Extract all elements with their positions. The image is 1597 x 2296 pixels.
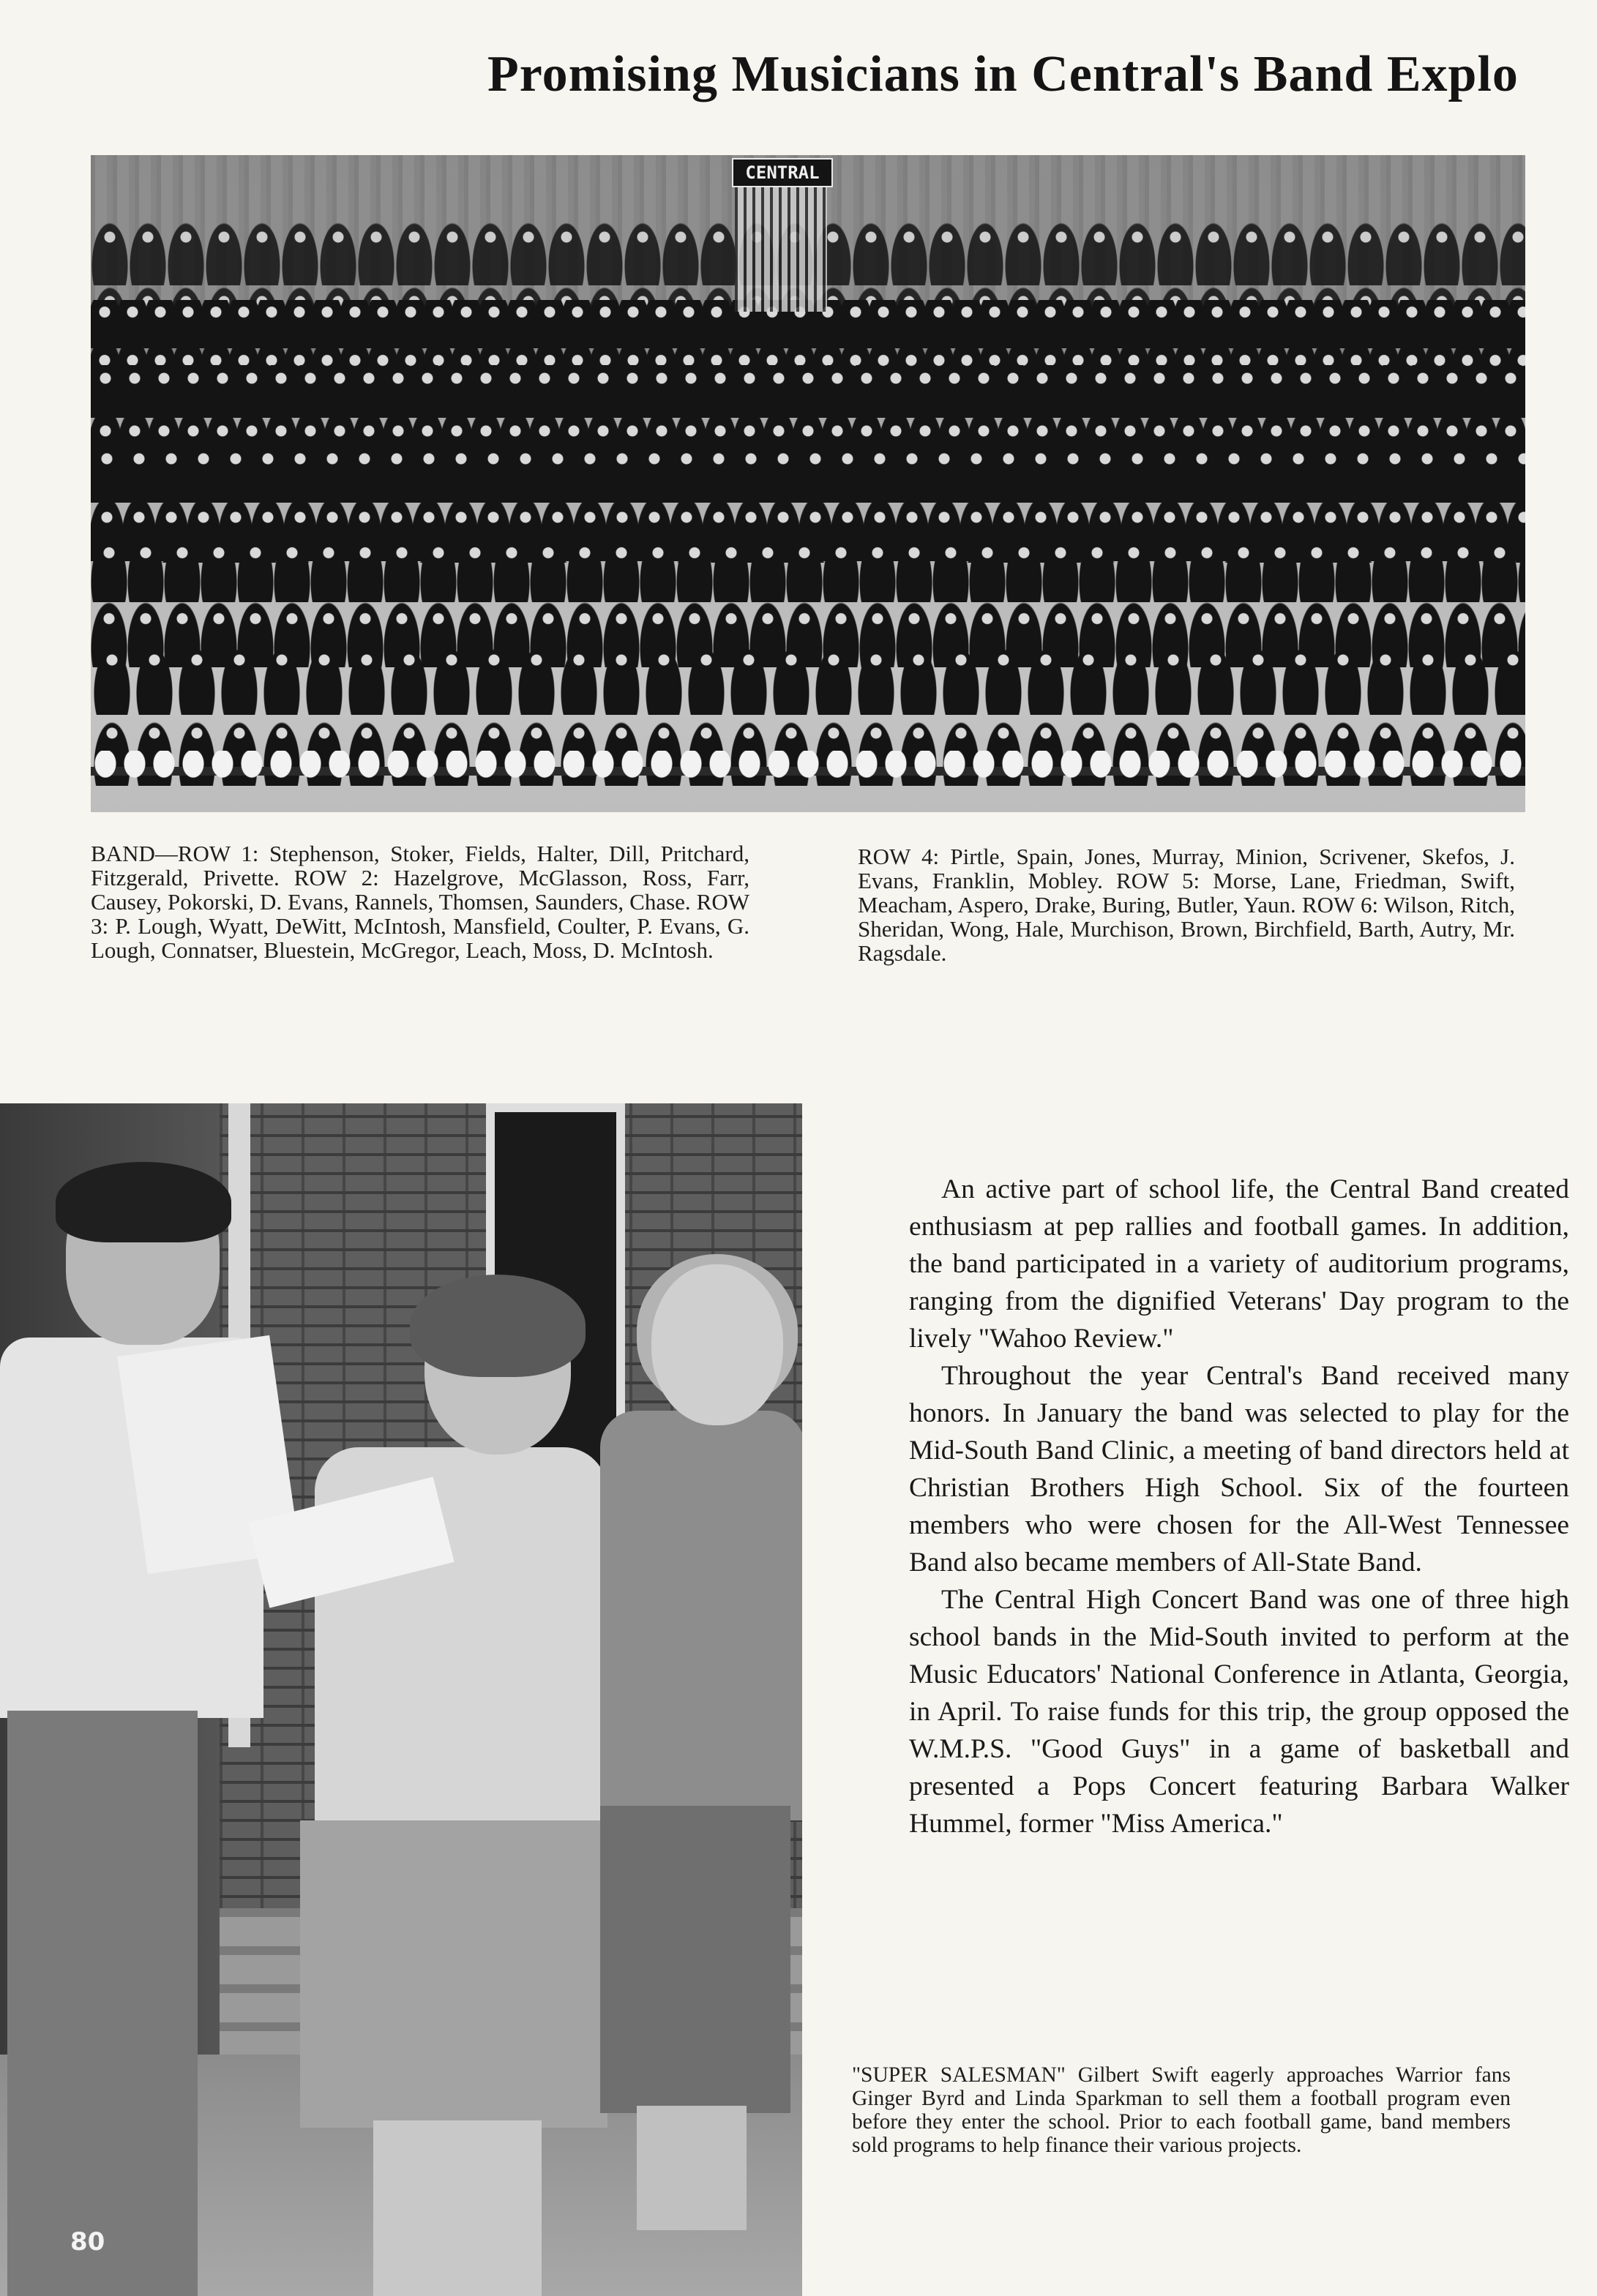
page-headline: Promising Musicians in Central's Band Explo: [487, 46, 1519, 102]
girl-figure-left: [293, 1286, 615, 2296]
band-caption-right: ROW 4: Pirtle, Spain, Jones, Murray, Minion, Scrivener, Skefos, J. Evans, Franklin, Mobley. ROW 5: Morse, Lane, Friedman, Swift, Meacham, Aspero, Drake, Buring, Butler, Yaun. ROW 6: Wilson, Ritch, Sheridan, Wong, Hale, Murchison, Brown, Birchfield, Barth, Autry, Mr. Ragsdale.: [858, 844, 1515, 966]
girl-figure-right: [593, 1264, 802, 2230]
band-caption-left: BAND—ROW 1: Stephenson, Stoker, Fields, Halter, Dill, Pritchard, Fitzgerald, Privette. ROW 2: Hazelgrove, McGlasson, Ross, Farr, Causey, Pokorski, D. Evans, Rannels, Thomsen, Saunders, Chase. ROW 3: P. Lough, Wyatt, DeWitt, McIntosh, Mansfield, Coulter, P. Evans, G. Lough, Connatser, Bluestein, McGregor, Leach, Moss, D. McIntosh.: [91, 841, 749, 963]
band-group-photo: [91, 155, 1525, 812]
page-number: 80: [70, 2227, 105, 2256]
boy-figure: [0, 1169, 263, 2296]
article-paragraph: The Central High Concert Band was one of three high school bands in the Mid-South invited to perform at the Music Educators' National Conference in Atlanta, Georgia, in April. To raise funds for this trip, the group opposed the W.M.P.S. "Good Guys" in a game of basketball and presented a Pops Concert featuring Barbara Walker Hummel, former "Miss America.": [909, 1585, 1569, 1839]
article-body: [909, 1171, 1569, 1842]
article-paragraph: Throughout the year Central's Band received many honors. In January the band was selected to play for the Mid-South Band Clinic, a meeting of band directors held at Christian Brothers High School. Six of the fourteen members who were chosen for the All-West Tennessee Band also became members of All-State Band.: [909, 1361, 1569, 1577]
article-paragraph: An active part of school life, the Central Band created enthusiasm at pep rallies and football games. In addition, the band participated in a variety of auditorium programs, ranging from the dignified Veterans' Day program to the lively "Wahoo Review.": [909, 1174, 1569, 1354]
super-salesman-photo: [0, 1103, 802, 2296]
sales-photo-caption: "SUPER SALESMAN" Gilbert Swift eagerly approaches Warrior fans Ginger Byrd and Linda Sparkman to sell them a football program even before they enter the school. Prior to each football game, band members sold programs to help finance their various projects.: [852, 2063, 1511, 2157]
chimes-instrument: [735, 187, 827, 312]
central-sign: CENTRAL: [732, 158, 833, 187]
hat-row: [91, 751, 1525, 783]
